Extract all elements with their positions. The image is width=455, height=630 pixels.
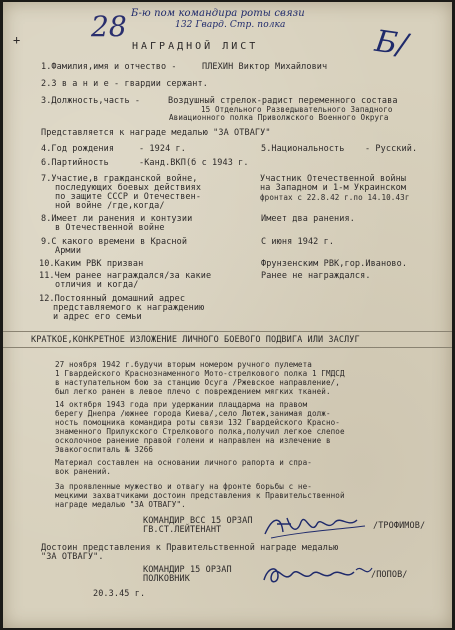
field-5-value: - Русский. xyxy=(365,144,418,154)
worthy-line2: "ЗА ОТВАГУ". xyxy=(41,552,104,562)
field-12-label-line1: 12.Постоянный домашний адрес xyxy=(39,294,186,304)
presented-for: Представляется к награде медалью "ЗА ОТВАГУ" xyxy=(41,128,271,138)
field-6-value: -Канд.ВКП(б с 1943 г. xyxy=(139,158,249,168)
plus-mark: + xyxy=(13,33,21,47)
commander-name: /ТРОФИМОВ/ xyxy=(373,521,426,531)
body-line: 1 Гвардейского Краснознаменного Мото-стрелкового полка 1 ГМДСД xyxy=(55,369,345,378)
field-8-label-line2: в Отечественной войне xyxy=(55,223,165,233)
field-9-label-line2: Армии xyxy=(55,246,82,256)
regiment-commander-title-line2: ПОЛКОВНИК xyxy=(143,574,190,584)
field-7-value-line2: на Западном и 1-м Украинском xyxy=(260,183,407,193)
body-line: ность помощника командира роты связи 132 Гвардейского Красно- xyxy=(55,418,340,427)
award-sheet xyxy=(3,2,452,628)
commander-title-line1: КОМАНДИР ВСС 15 ОРЗАП xyxy=(143,516,253,526)
commander-title-line2: ГВ.СТ.ЛЕЙТЕНАНТ xyxy=(143,525,222,535)
handwritten-note-line2: 132 Гвард. Стр. полка xyxy=(175,20,286,30)
field-7-label-line3: по защите СССР и Отечествен- xyxy=(55,192,202,202)
body-line: знаменного Прилукского Стрелкового полка,получил легкое слепое xyxy=(55,427,345,436)
body-line: мецкими захватчиками достоин представления к Правительственной xyxy=(55,491,345,500)
field-6-label: 6.Партийность xyxy=(41,158,109,168)
field-8-value: Имеет два ранения. xyxy=(261,214,355,224)
field-9-value: С июня 1942 г. xyxy=(261,237,335,247)
field-3-value-line3: Авиационного полка Приволжского Военного Округа xyxy=(169,113,389,122)
regiment-commander-signature xyxy=(258,558,378,592)
field-5-label: 5.Национальность xyxy=(261,144,345,154)
body-line: 27 ноября 1942 г.будучи вторым номером ручного пулемета xyxy=(55,360,312,369)
field-7-label-line1: 7.Участие,в гражданской войне, xyxy=(41,174,198,184)
field-9-label-line1: 9.С какого времени в Красной xyxy=(41,237,188,247)
body-line: был легко ранен в левое плечо с повреждением мягких тканей. xyxy=(55,387,331,396)
field-4-value: - 1924 г. xyxy=(139,144,186,154)
regiment-commander-title-line1: КОМАНДИР 15 ОРЗАП xyxy=(143,565,232,575)
field-7-value-line3: фронтах с 22.8.42 г.по 14.10.43г xyxy=(260,193,410,202)
body-line: Эвакогоспиталь № 3266 xyxy=(55,445,154,454)
page-title: НАГРАДНОЙ ЛИСТ xyxy=(132,41,259,52)
body-line: 14 октября 1943 года при удержании плацдарма на правом xyxy=(55,400,308,409)
field-12-label-line3: и адрес его семьи xyxy=(53,312,142,322)
summary-heading: КРАТКОЕ,КОНКРЕТНОЕ ИЗЛОЖЕНИЕ ЛИЧНОГО БОЕВОГО ПОДВИГА ИЛИ ЗАСЛУГ xyxy=(31,335,360,345)
field-11-value: Ранее не награждался. xyxy=(261,271,371,281)
regiment-commander-name: /ПОПОВ/ xyxy=(371,570,408,580)
commander-signature xyxy=(261,510,371,544)
body-line: Материал составлен на основании личного рапорта и спра- xyxy=(55,458,312,467)
field-10-value: Фрунзенским РВК,гор.Иваново. xyxy=(261,259,408,269)
separator-top xyxy=(3,331,452,332)
field-10-label: 10.Каким РВК призван xyxy=(39,259,144,269)
body-line: За проявленные мужество и отвагу на фронте борьбы с не- xyxy=(55,482,312,491)
body-line: берегу Днепра /южнее города Киева/,село Лютеж,занимая долж- xyxy=(55,409,331,418)
field-3-label: 3.Должность,часть - xyxy=(41,96,141,106)
field-1-label: 1.Фамилия,имя и отчество - xyxy=(41,62,177,72)
body-line: вок ранений. xyxy=(55,467,112,476)
body-line: награде медалью "ЗА ОТВАГУ". xyxy=(55,500,186,509)
field-3-value-line1: Воздушный стрелок-радист переменного состава xyxy=(168,96,398,106)
field-12-label-line2: представляемого к награждению xyxy=(53,303,205,313)
field-11-label-line2: отличия и когда/ xyxy=(55,280,139,290)
stamp-number: 28 xyxy=(91,10,127,43)
field-7-label-line4: ной войне /где,когда/ xyxy=(55,201,165,211)
separator-bottom xyxy=(3,347,452,348)
field-1-value: ПЛЕХИН Виктор Михайлович xyxy=(202,62,328,72)
field-11-label-line1: 11.Чем ранее награждался/за какие xyxy=(39,271,212,281)
field-2-label: 2.З в а н и е - гвардии сержант. xyxy=(41,79,208,89)
field-8-label-line1: 8.Имеет ли ранения и контузии xyxy=(41,214,193,224)
worthy-line1: Достоин представления к Правительственной награде медалью xyxy=(41,543,339,553)
field-7-label-line2: последующих боевых действиях xyxy=(55,183,202,193)
document-date: 20.3.45 г. xyxy=(93,589,146,599)
field-7-value-line1: Участник Отечественной войны xyxy=(260,174,407,184)
body-line: в наступательном бою за станцию Осуга /Ржевское направление/, xyxy=(55,378,340,387)
field-3-value-line2: 15 Отдельного Разведывательного Западного xyxy=(201,105,393,114)
corner-mark: Б/ xyxy=(372,23,410,64)
handwritten-note-line1: Б-ю пом командира роты связи xyxy=(131,8,305,19)
field-4-label: 4.Год рождения xyxy=(41,144,115,154)
body-line: осколочное ранение правой голени и направлен на излечение в xyxy=(55,436,331,445)
